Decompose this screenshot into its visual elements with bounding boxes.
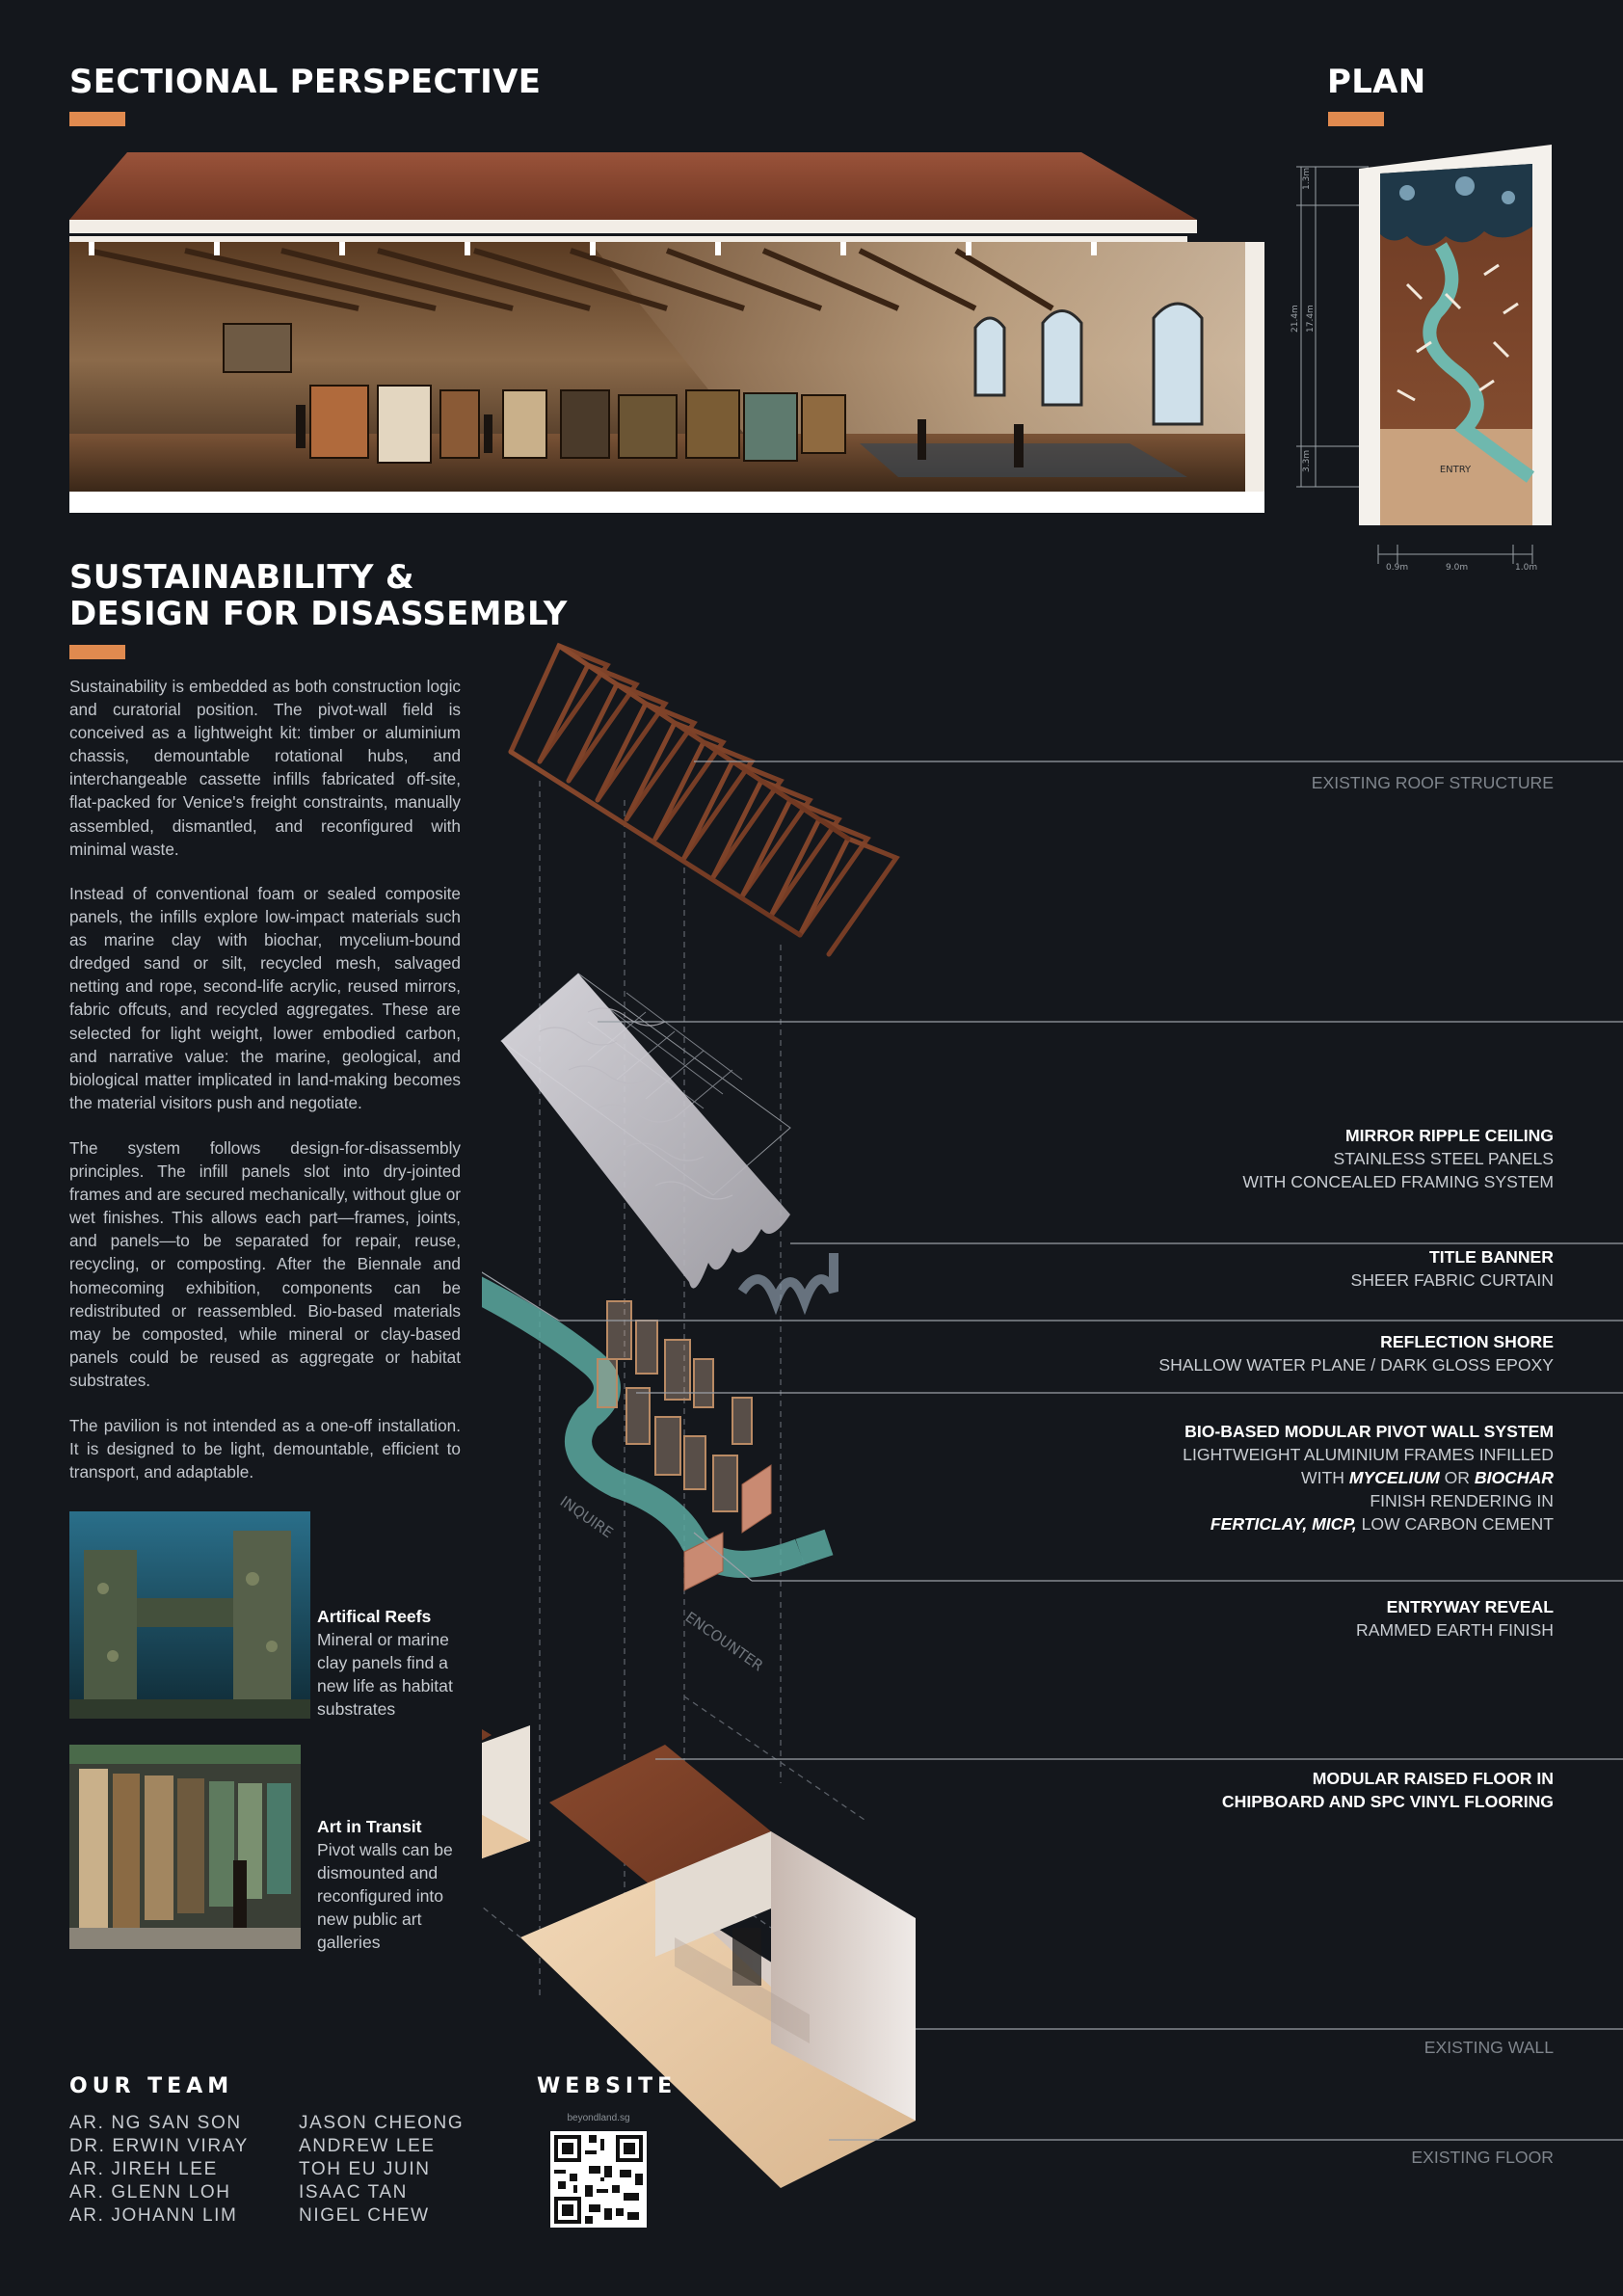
entryway-label: ENTRYWAY REVEAL RAMMED EARTH FINISH [1356,1597,1554,1640]
art-in-transit-text: Pivot walls can be dismounted and reconfigured into new public art galleries [317,1840,453,1952]
inquire-zone-label: INQUIRE [556,1492,617,1542]
team-member: AR. JIREH LEE [69,2159,218,2179]
plan-dim-total: 21.4m [1290,305,1300,333]
artificial-reefs-photo [69,1511,310,1719]
team-member: AR. JOHANN LIM [69,2205,238,2226]
artificial-reefs-caption [317,1605,471,1721]
sustainability-heading-line2: DESIGN FOR DISASSEMBLY [69,595,568,633]
team-member: JASON CHEONG [299,2113,465,2133]
paragraph-4: The pavilion is not intended as a one-off installation. It is designed to be light, demountable, efficient to transport, and adaptable. [69,1416,461,1482]
team-member: NIGEL CHEW [299,2205,430,2226]
team-member: AR. GLENN LOH [69,2182,231,2203]
roof-structure-label: EXISTING ROOF STRUCTURE [1311,773,1554,792]
team-heading: OUR TEAM [69,2074,234,2098]
artificial-reefs-title: Artifical Reefs [317,1607,432,1626]
title-banner-label: TITLE BANNER SHEER FABRIC CURTAIN [1350,1247,1554,1290]
sectional-perspective-image [69,145,1264,530]
team-member: ISAAC TAN [299,2182,408,2203]
plan-drawing [1272,140,1561,574]
website-heading: WEBSITE [537,2074,678,2098]
team-member: DR. ERWIN VIRAY [69,2136,249,2156]
plan-dim-w-left: 0.9m [1386,563,1409,573]
team-column-2 [299,2112,464,2228]
paragraph-1: Sustainability is embedded as both construction logic and curatorial position. The pivot-wall field is conceived as a lightweight kit: timber or aluminium chassis, demountable rotational hubs, and interchangeable cassette infills fabricated off-site, flat-packed for Venice's freight constraints, manually assembled, dismantled, and reconfigured with minimal waste. [69,677,461,859]
team-member: AR. NG SAN SON [69,2113,242,2133]
plan-dim-top: 1.3m [1302,167,1312,190]
plan-dim-w-right: 1.0m [1515,563,1538,573]
existing-floor-label: EXISTING FLOOR [1411,2148,1554,2167]
sectional-perspective-heading: SECTIONAL PERSPECTIVE [69,63,542,101]
paragraph-3: The system follows design-for-disassembly principles. The infill panels slot into dry-jointed frames and are secured mechanically, without glue or wet finishes. This allows each part—frames, joints, and panels—to be separated for repair, reuse, recycling, or composting. After the Biennale and homecoming exhibition, components can be redistributed or reassembled. Bio-based materials may be composted, while mineral or clay-based panels could be reused as aggregate or habitat substrates. [69,1138,461,1390]
team-column-1 [69,2112,249,2228]
encounter-zone-label: ENCOUNTER [681,1608,767,1675]
plan-entry-label: ENTRY [1439,465,1472,475]
raised-floor-label: MODULAR RAISED FLOOR IN CHIPBOARD AND SPC VINYL FLOORING [1221,1769,1554,1811]
accent-bar [69,112,125,126]
plan-dim-bottom: 3.3m [1302,449,1312,472]
mirror-ceiling-label: MIRROR RIPPLE CEILING STAINLESS STEEL PANELS WITH CONCEALED FRAMING SYSTEM [1242,1126,1554,1191]
art-in-transit-caption [317,1815,471,1954]
website-url[interactable]: beyondland.sg [567,2113,630,2123]
art-in-transit-photo [69,1745,301,1949]
accent-bar [1328,112,1384,126]
pivot-wall-label: BIO-BASED MODULAR PIVOT WALL SYSTEM LIGHTWEIGHT ALUMINIUM FRAMES INFILLED WITH MYCELIUM OR BIOCHAR FINISH RENDERING IN FERTICLAY, MICP, LOW CARBON CEMENT [1183,1422,1554,1534]
existing-wall-label: EXISTING WALL [1423,2038,1554,2057]
team-member: TOH EU JUIN [299,2159,431,2179]
team-member: ANDREW LEE [299,2136,436,2156]
plan-heading: PLAN [1327,63,1426,101]
plan-dim-w-mid: 9.0m [1446,563,1469,573]
accent-bar [69,645,125,659]
art-in-transit-title: Art in Transit [317,1817,422,1836]
website-qr-code[interactable] [550,2131,647,2228]
sustainability-heading-line1: SUSTAINABILITY & [69,558,414,597]
paragraph-2: Instead of conventional foam or sealed composite panels, the infills explore low-impact materials such as marine clay with biochar, mycelium-bound dredged sand or silt, recycled mesh, salvaged netting and rope, second-life acrylic, reused mirrors, fabric offcuts, and recycled aggregates. These are selected for light weight, lower embodied carbon, and narrative value: the marine, geological, and biological matter implicated in land-making becomes the material visitors push and negotiate. [69,884,461,1112]
reflection-shore-label: REFLECTION SHORE SHALLOW WATER PLANE / DARK GLOSS EPOXY [1158,1332,1554,1375]
artificial-reefs-text: Mineral or marine clay panels find a new life as habitat substrates [317,1630,453,1719]
plan-dim-mid: 17.4m [1306,305,1316,333]
